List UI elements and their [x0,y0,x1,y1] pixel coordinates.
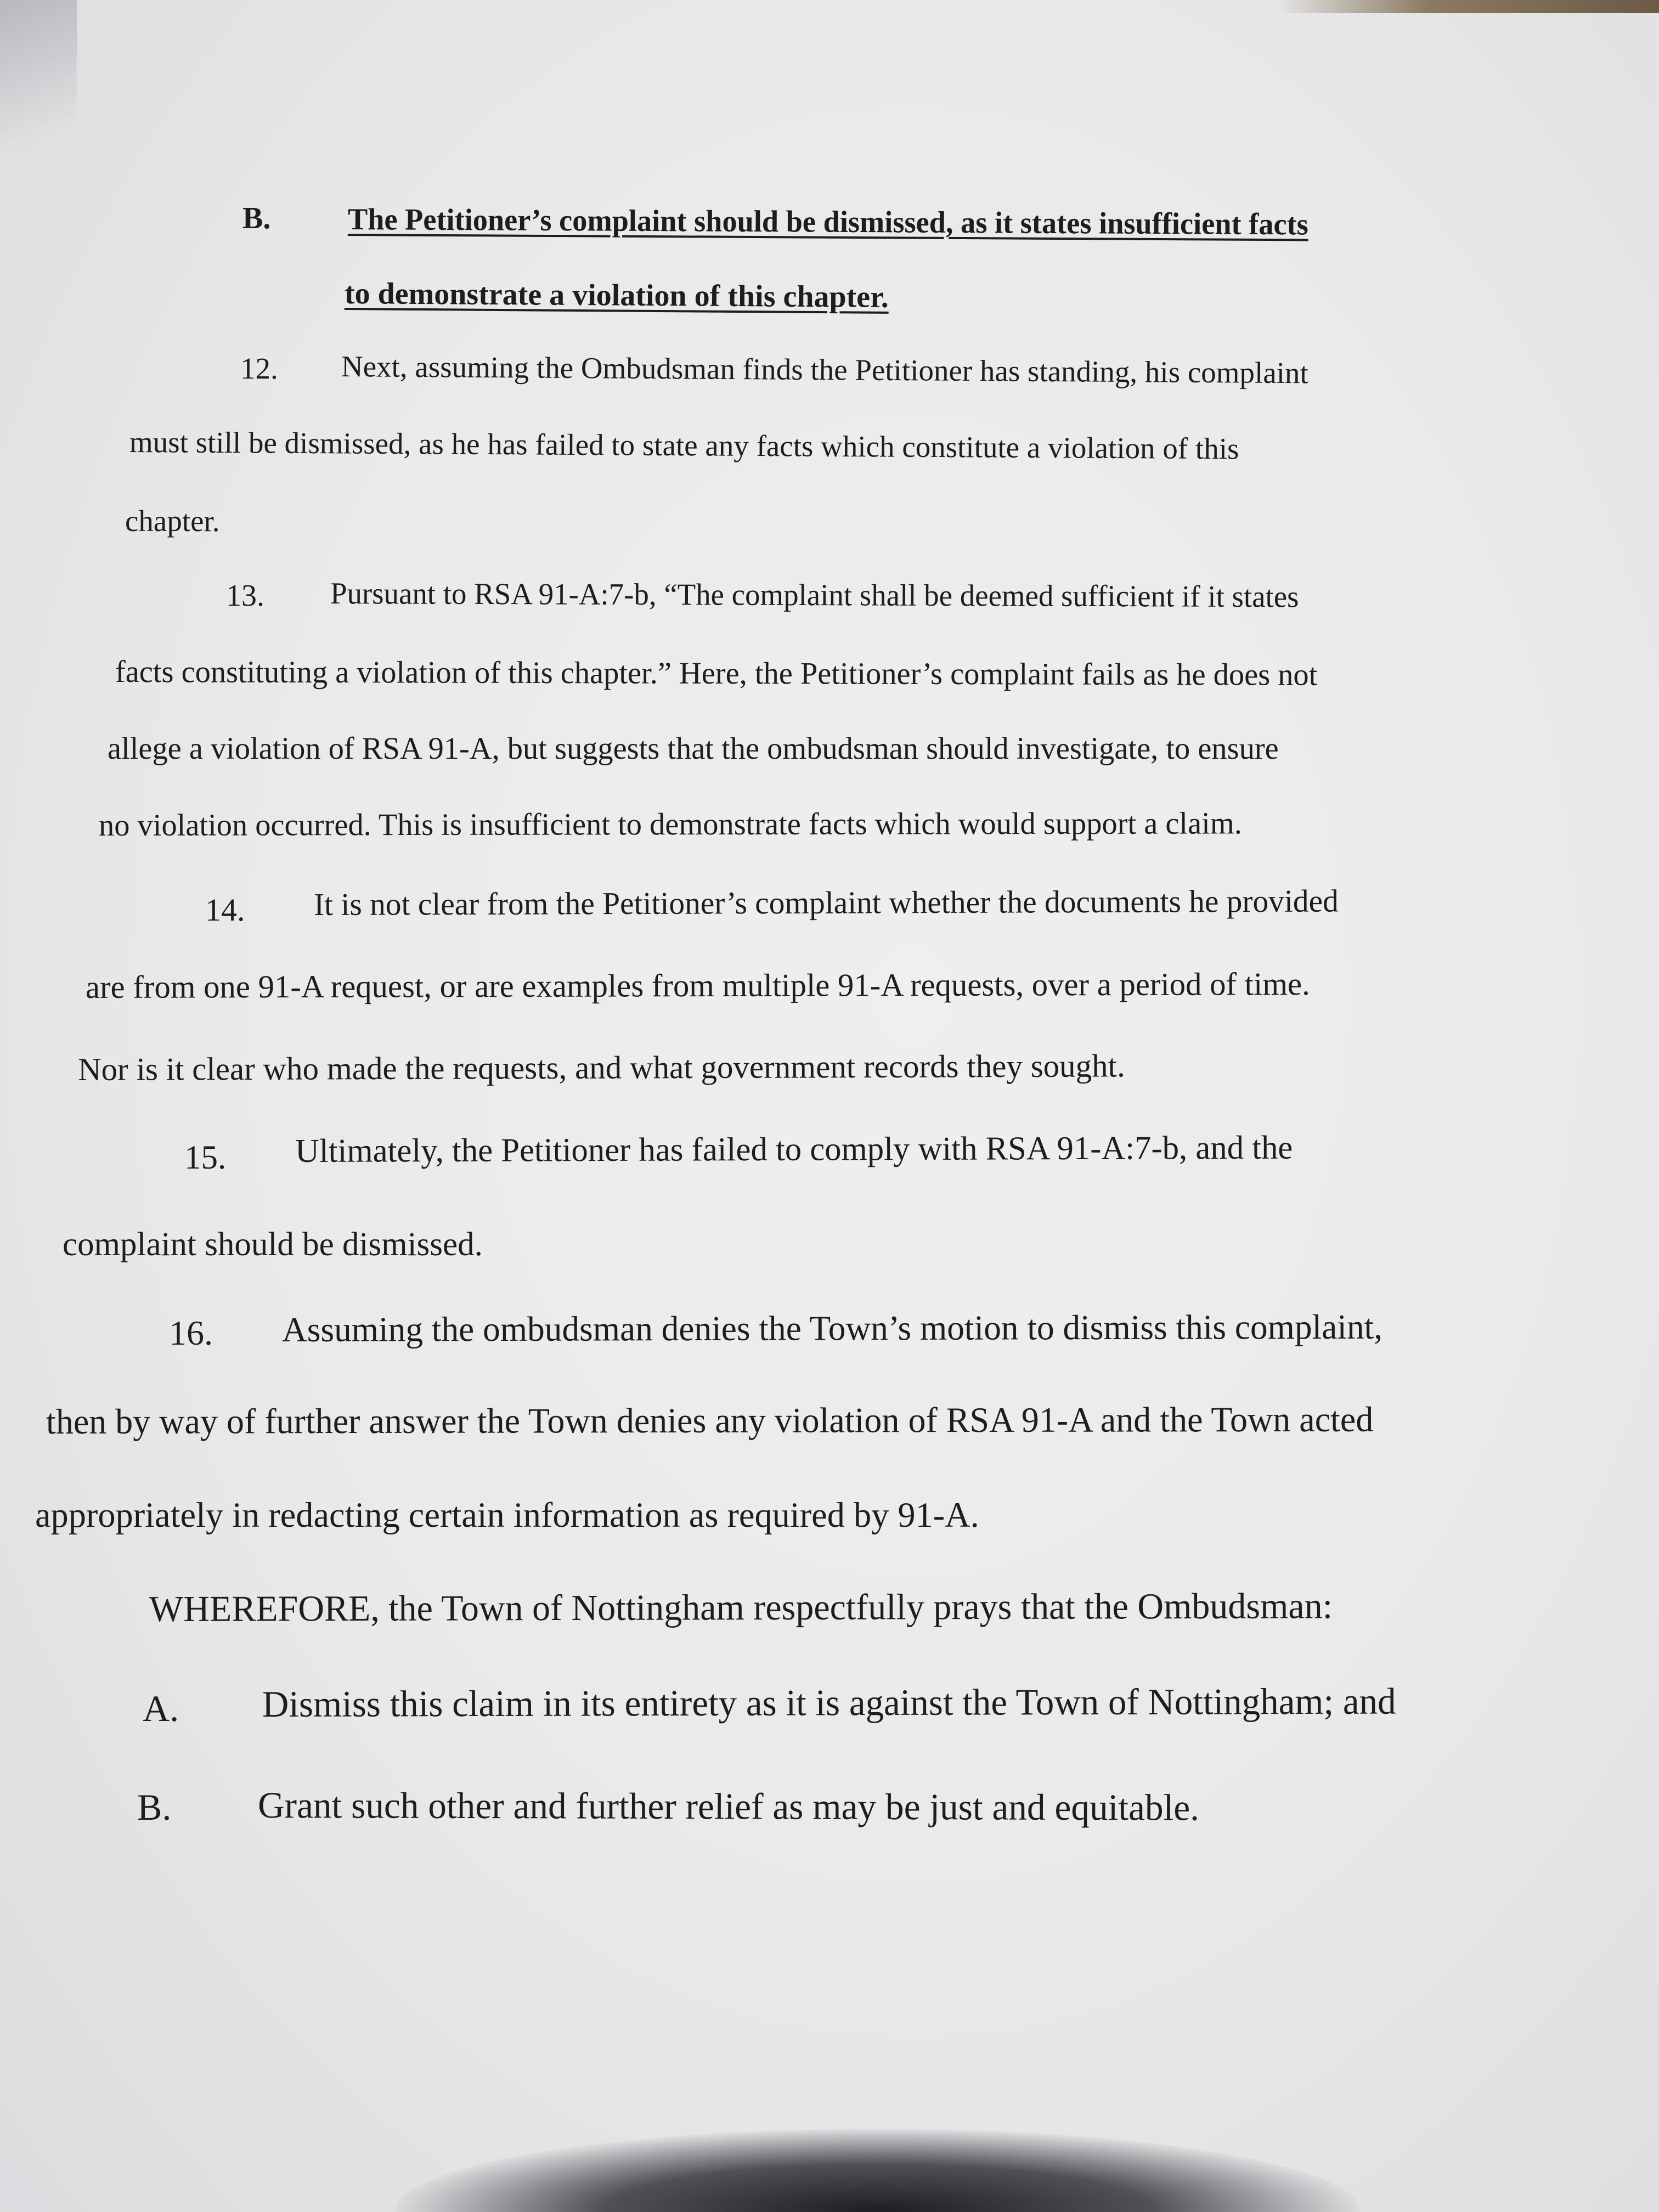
paragraph-number-13: 13. [226,579,264,613]
relief-item-b: Grant such other and further relief as may be just and equitable. [257,1784,1200,1829]
paragraph-13-line-3: allege a violation of RSA 91-A, but suggests that the ombudsman should investigate, to ensure [108,731,1279,766]
paragraph-number-15: 15. [184,1139,227,1176]
paragraph-number-16: 16. [169,1313,213,1352]
paragraph-14-line-3: Nor is it clear who made the requests, and what government records they sought. [77,1047,1125,1087]
section-title-line-2: to demonstrate a violation of this chapter. [344,276,889,314]
paragraph-number-14: 14. [205,892,245,928]
paragraph-14-line-2: are from one 91-A request, or are examples from multiple 91-A requests, over a period of time. [85,966,1310,1005]
paragraph-12-line-2: must still be dismissed, as he has failed to state any facts which constitute a violation of this [129,425,1239,466]
paragraph-12-line-3: chapter. [125,504,220,538]
paragraph-16-line-2: then by way of further answer the Town denies any violation of RSA 91-A and the Town acted [46,1400,1374,1442]
paragraph-number-12: 12. [240,352,278,385]
paragraph-15-line-1: Ultimately, the Petitioner has failed to comply with RSA 91-A:7-b, and the [295,1129,1293,1170]
paragraph-13-line-1: Pursuant to RSA 91-A:7-b, “The complaint shall be deemed sufficient if it states [330,577,1299,614]
section-label: B. [242,201,271,235]
wherefore-clause: WHEREFORE, the Town of Nottingham respectfully prays that the Ombudsman: [149,1585,1333,1629]
section-title-line-1: The Petitioner’s complaint should be dismissed, as it states insufficient facts [347,202,1308,242]
paragraph-13-line-4: no violation occurred. This is insufficient to demonstrate facts which would support a claim. [98,806,1242,843]
relief-label-a: A. [143,1688,179,1729]
paragraph-16-line-1: Assuming the ombudsman denies the Town’s motion to dismiss this complaint, [281,1307,1383,1349]
page-edge-shadow [0,0,77,165]
paragraph-13-line-2: facts constituting a violation of this chapter.” Here, the Petitioner’s complaint fails as he does not [115,654,1318,692]
paragraph-12-line-1: Next, assuming the Ombudsman finds the Petitioner has standing, his complaint [341,349,1309,390]
paragraph-15-line-2: complaint should be dismissed. [63,1226,483,1263]
table-surface [1275,0,1659,13]
relief-label-b: B. [137,1786,172,1828]
paragraph-14-line-1: It is not clear from the Petitioner’s complaint whether the documents he provided [313,883,1339,922]
relief-item-a: Dismiss this claim in its entirety as it is against the Town of Nottingham; and [262,1680,1396,1725]
paragraph-16-line-3: appropriately in redacting certain information as required by 91-A. [35,1496,979,1535]
